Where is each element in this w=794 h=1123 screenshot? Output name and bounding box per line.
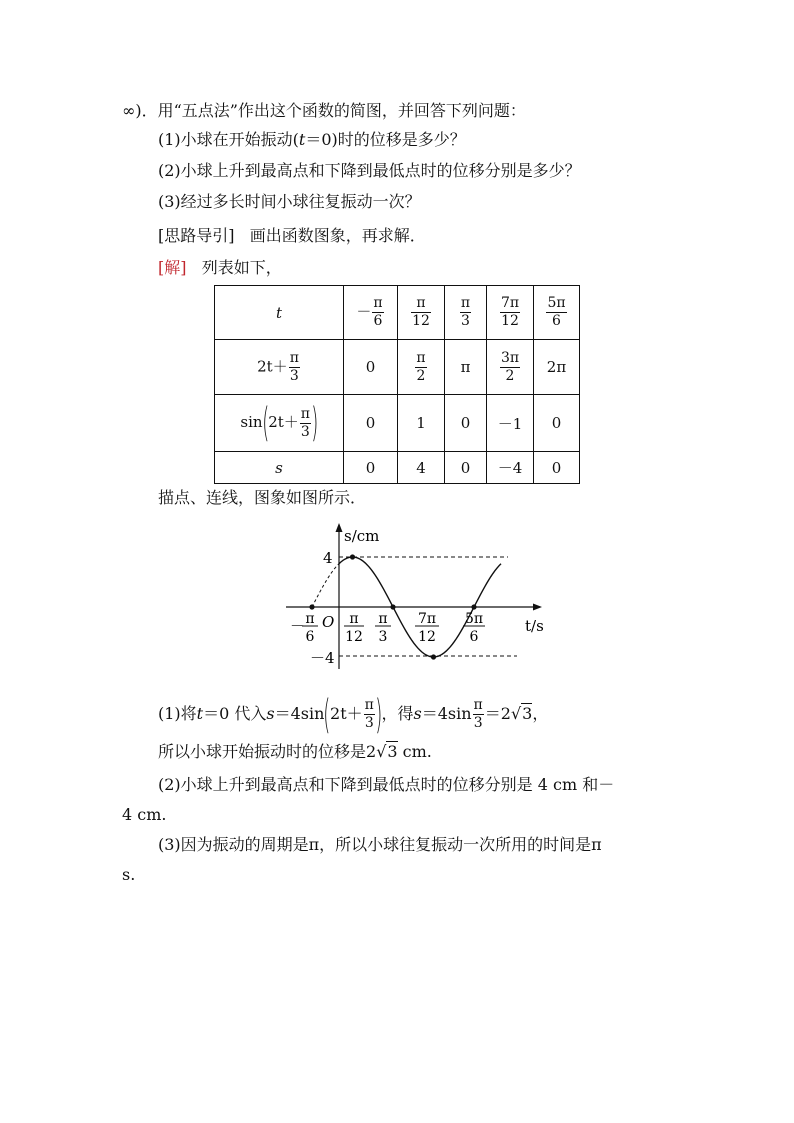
denominator: 6: [552, 313, 561, 329]
numerator: π: [460, 295, 471, 311]
numerator: π: [373, 295, 383, 311]
answer-3: (3)因为振动的周期是π，所以小球往复振动一次所用的时间是π: [158, 835, 602, 854]
point-7pi-12: [431, 654, 436, 659]
denominator: 6: [373, 313, 383, 329]
numerator: 7π: [500, 295, 520, 311]
x-tick-7pi-12: [415, 611, 439, 645]
denominator: 2: [416, 367, 426, 384]
table-cell: [398, 286, 445, 340]
x-tick-5pi-6: [463, 611, 485, 645]
numerator: π: [416, 349, 426, 366]
fraction: [546, 296, 566, 329]
close-paren: ): [375, 691, 383, 738]
y-tick-4: 4: [323, 549, 333, 567]
numerator: π: [300, 405, 310, 422]
guide-tag: [思路导引]: [158, 226, 235, 245]
tick-den: 12: [345, 629, 363, 645]
close-paren: ): [311, 400, 319, 446]
fraction: [500, 351, 520, 384]
open-paren: (: [261, 400, 269, 446]
fraction: [415, 351, 426, 384]
table-cell: 2π: [534, 340, 580, 395]
after-table-text: 描点、连线，图象如图所示．: [158, 488, 367, 507]
row-label: t: [215, 286, 344, 340]
fraction: [364, 698, 375, 731]
guide-text: 画出函数图象，再求解．: [249, 226, 426, 245]
text: ，: [532, 704, 549, 723]
expr-prefix: 2t＋: [268, 413, 299, 431]
var-t: t: [196, 704, 204, 723]
row-label: [215, 395, 344, 452]
table-cell: [398, 340, 445, 395]
table-cell: [534, 286, 580, 340]
answer-2: (2)小球上升到最高点和下降到最低点时的位移分别是 4 cm 和－: [158, 775, 615, 794]
table-cell: 0: [534, 395, 580, 452]
numerator: 5π: [547, 295, 566, 311]
denominator: 3: [364, 715, 374, 731]
table-row-s: [215, 452, 580, 484]
y-axis-label: s/cm: [344, 527, 380, 545]
row-label: [215, 340, 344, 395]
table-cell: 0: [344, 395, 398, 452]
table-cell: 0: [534, 452, 580, 484]
row-label: s: [215, 452, 344, 484]
tick-num: 5π: [464, 611, 484, 627]
table-cell: [487, 286, 534, 340]
y-tick-neg-4: －4: [310, 649, 335, 667]
table-cell: [445, 286, 487, 340]
guide-line: [158, 225, 426, 247]
fraction: [300, 407, 311, 440]
point-neg-pi-6: [309, 604, 314, 609]
text: 所以小球开始振动时的位移是2: [158, 742, 377, 761]
table-cell: 0: [344, 452, 398, 484]
answer-3-cont: s.: [122, 865, 136, 884]
tick-num: 7π: [417, 611, 437, 627]
question-2: (2)小球上升到最高点和下降到最低点时的位移分别是多少？: [158, 161, 581, 180]
table-cell: [487, 340, 534, 395]
tick-den: 6: [305, 629, 315, 645]
question-1-b: ＝0)时的位移是多少？: [305, 130, 466, 149]
table-row-t: [215, 286, 580, 340]
answer-1: [158, 691, 549, 738]
intro-line: ∞)．用“五点法”作出这个函数的简图，并回答下列问题：: [122, 101, 526, 120]
table-cell: －1: [487, 395, 534, 452]
var-s: s: [413, 704, 422, 723]
fraction: [289, 351, 300, 384]
tick-sign: －: [290, 617, 306, 635]
denominator: 12: [412, 313, 430, 329]
table-cell: 0: [445, 452, 487, 484]
table-cell: 0: [344, 340, 398, 395]
table-cell: [344, 286, 398, 340]
text: (1)将: [158, 704, 197, 723]
text: ＝0 代入: [203, 704, 267, 723]
solution-tag: [解]: [158, 258, 187, 277]
question-1-t: t: [298, 130, 306, 149]
denominator: 3: [289, 367, 299, 384]
solution-text: 列表如下，: [201, 258, 282, 277]
sqrt-icon: √: [376, 742, 387, 761]
tick-den: 6: [469, 629, 479, 645]
text: ＝4sin: [421, 704, 472, 723]
point-pi-3: [390, 604, 395, 609]
table-cell: π: [445, 340, 487, 395]
fraction: [372, 296, 383, 329]
table-cell: 1: [398, 395, 445, 452]
denominator: 2: [505, 367, 515, 384]
x-tick-pi-12: [344, 611, 364, 645]
fraction: [500, 296, 520, 329]
table-cell: －4: [487, 452, 534, 484]
answer-1-conclusion: [158, 741, 432, 763]
text: cm.: [397, 742, 432, 761]
numerator: π: [411, 296, 431, 313]
fraction: [473, 698, 484, 731]
solution-line: [158, 257, 282, 279]
text: ＝2: [484, 704, 511, 723]
x-axis-label: t/s: [525, 617, 544, 635]
var-s: s: [266, 704, 275, 723]
origin-label: O: [322, 613, 335, 631]
text: ，得: [381, 704, 414, 723]
numerator: π: [364, 697, 374, 713]
question-1-a: (1)小球在开始振动(: [158, 130, 299, 149]
point-5pi-6: [471, 604, 476, 609]
table-cell: 4: [398, 452, 445, 484]
tick-num: π: [305, 611, 315, 627]
tick-den: 12: [418, 629, 436, 645]
x-axis-arrow-icon: [533, 604, 542, 611]
value-table: [214, 285, 580, 484]
numerator: π: [289, 349, 299, 366]
fraction: [411, 296, 431, 329]
x-tick-neg-pi-6: [290, 611, 318, 645]
point-pi-12: [350, 554, 355, 559]
numerator: π: [473, 697, 483, 713]
denominator: 12: [501, 313, 519, 329]
expr-prefix: 2t＋: [257, 357, 288, 375]
sqrt-icon: √: [510, 704, 522, 723]
table-row-phase: [215, 340, 580, 395]
denominator: 3: [473, 715, 483, 731]
table-cell: 0: [445, 395, 487, 452]
tick-num: π: [349, 611, 359, 627]
question-3: (3)经过多长时间小球往复振动一次？: [158, 192, 421, 211]
radicand: 3: [387, 742, 398, 761]
sin-label: sin: [240, 413, 263, 431]
radicand: 3: [522, 704, 533, 723]
sign: －: [356, 302, 372, 321]
answer-2-cont: 4 cm.: [122, 805, 167, 824]
numerator: 3π: [500, 349, 520, 366]
y-axis-arrow-icon: [336, 523, 343, 532]
text: 2t＋: [330, 704, 363, 723]
tick-num: π: [378, 611, 388, 627]
table-row-sin: [215, 395, 580, 452]
question-1: [158, 129, 466, 151]
open-paren: (: [323, 691, 331, 738]
denominator: 3: [300, 423, 310, 440]
x-tick-pi-3: [375, 611, 391, 645]
text: ＝4sin: [274, 704, 325, 723]
denominator: 3: [461, 313, 470, 329]
curve-dashed: [312, 564, 339, 607]
fraction: [460, 296, 471, 329]
sine-graph: [270, 515, 560, 675]
tick-den: 3: [378, 629, 388, 645]
